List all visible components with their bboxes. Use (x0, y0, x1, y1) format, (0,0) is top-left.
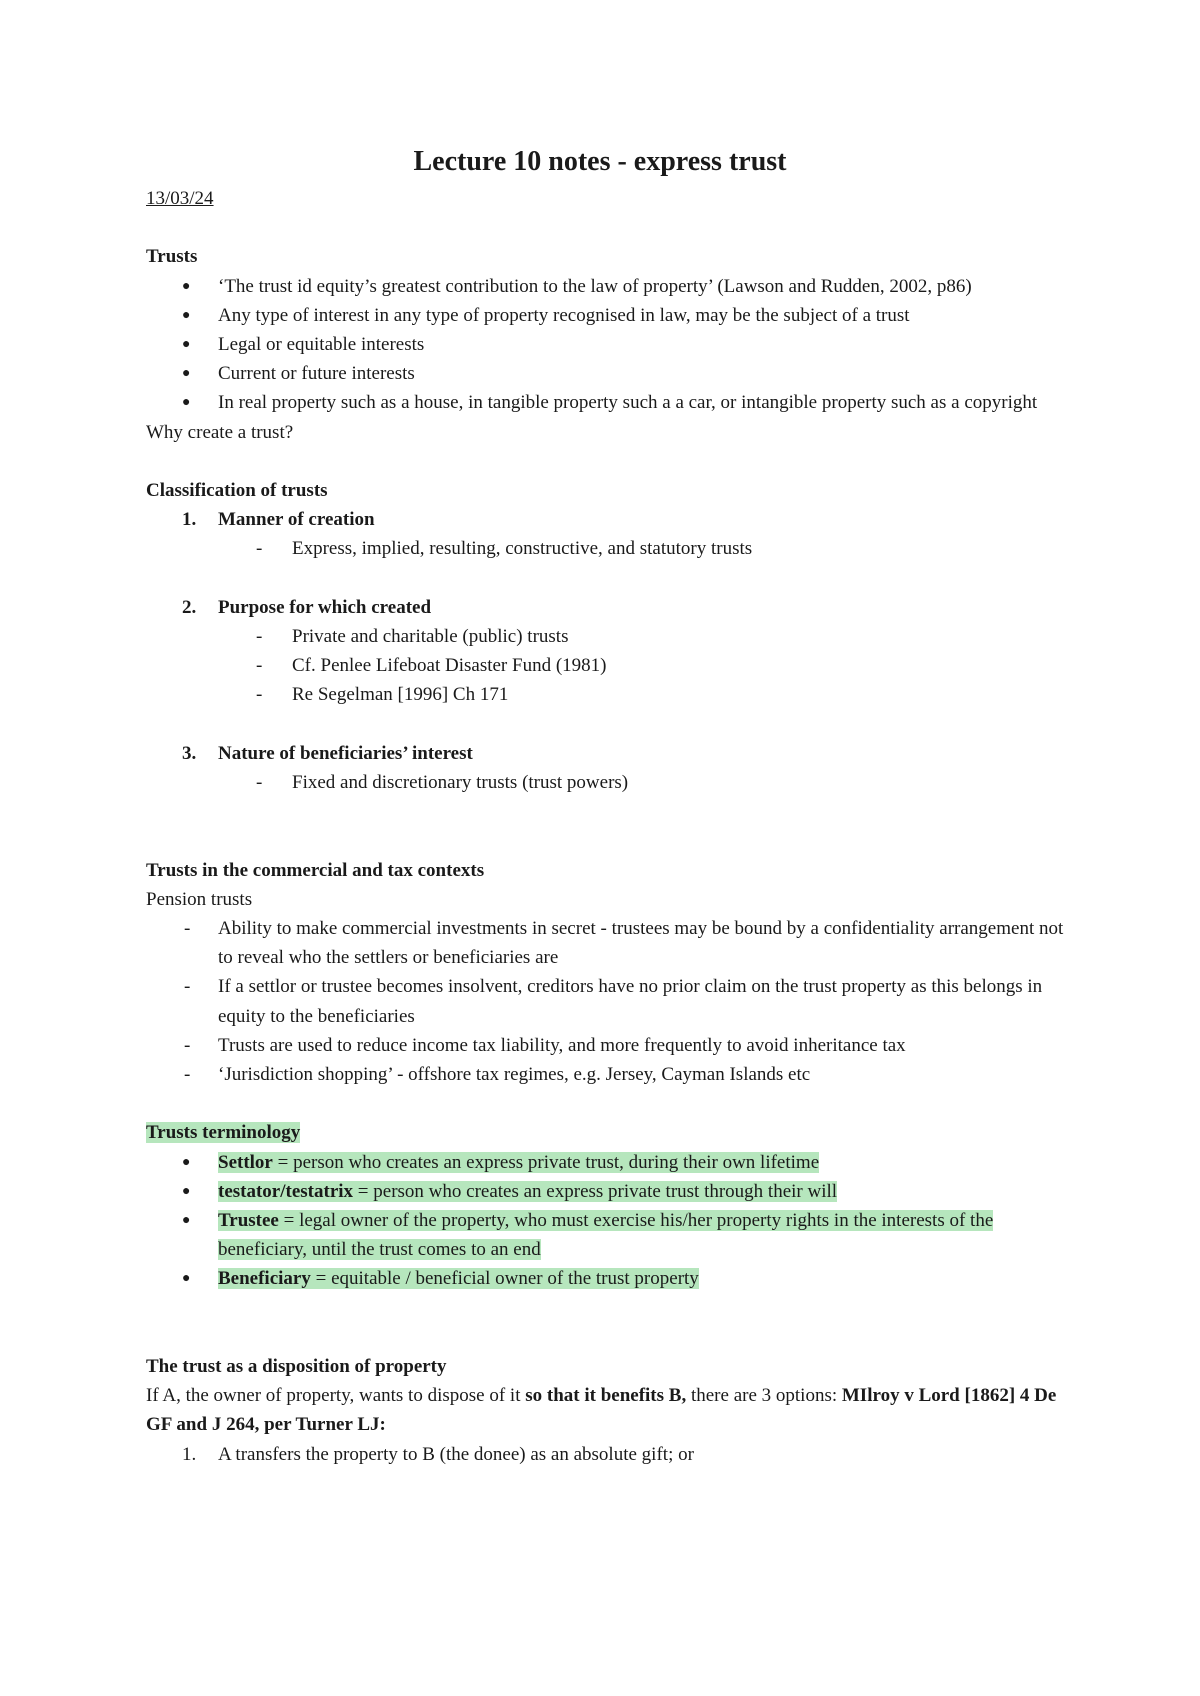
list-item: - ‘Jurisdiction shopping’ - offshore tax regimes, e.g. Jersey, Cayman Islands etc (146, 1060, 1066, 1089)
bullet-icon: ● (182, 307, 191, 323)
dash-icon: - (184, 918, 191, 939)
document-body (146, 184, 1066, 1469)
list-item: - Trusts are used to reduce income tax liability, and more frequently to avoid inheritance tax (146, 1031, 1066, 1060)
section-heading-commercial: Trusts in the commercial and tax contexts (146, 859, 485, 881)
list-item: ● Legal or equitable interests (146, 330, 1066, 359)
list-item: 1. A transfers the property to B (the donee) as an absolute gift; or (182, 1443, 694, 1465)
term-name: Trustee (218, 1210, 279, 1232)
list-item: ● In real property such as a house, in tangible property such a a car, or intangible property such as a copyright (146, 388, 1066, 417)
question-text: Why create a trust? (146, 421, 294, 443)
bullet-icon: ● (182, 395, 191, 411)
dash-icon: - (184, 976, 191, 998)
disposition-intro: If A, the owner of property, wants to dispose of it so that it benefits B, there are 3 options: MIlroy v Lord [1862] 4 De GF and J 264, per Turner LJ: (146, 1385, 1057, 1436)
sub-list-item: - Fixed and discretionary trusts (trust powers) (146, 768, 1066, 797)
bullet-icon: ● (182, 1154, 191, 1170)
document-date: 13/03/24 (146, 188, 214, 209)
term-definition: = person who creates an express private trust, during their own lifetime (272, 1151, 820, 1173)
term-item (146, 1177, 1066, 1206)
list-item: ● Current or future interests (146, 359, 1066, 388)
list-item: ● ‘The trust id equity’s greatest contribution to the law of property’ (Lawson and Rudden, 2002, p86) (146, 272, 1066, 301)
bullet-icon: ● (182, 278, 191, 294)
term-name: Settlor (218, 1151, 273, 1173)
sub-list-item: - Express, implied, resulting, constructive, and statutory trusts (146, 534, 1066, 563)
case-citation: MIlroy v Lord [1862] 4 De GF and J 264, per Turner LJ: (146, 1385, 1057, 1436)
term-item (146, 1206, 1066, 1264)
document-title: Lecture 10 notes - express trust (413, 146, 787, 177)
term-definition: = equitable / beneficial owner of the trust property (310, 1268, 699, 1290)
bullet-icon: ● (182, 366, 191, 382)
dash-icon: - (256, 626, 263, 647)
numbered-heading: 3. Nature of beneficiaries’ interest (182, 742, 473, 764)
dash-icon: - (256, 684, 263, 706)
list-item: ● Any type of interest in any type of property recognised in law, may be the subject of a trust (146, 301, 1066, 330)
dash-icon: - (184, 1064, 191, 1086)
bullet-icon: ● (182, 337, 191, 352)
bullet-icon: ● (182, 1213, 191, 1229)
bullet-icon: ● (182, 1271, 191, 1287)
term-item (146, 1264, 1066, 1293)
subheading-pension: Pension trusts (146, 888, 253, 910)
section-heading-terminology: Trusts terminology (146, 1122, 301, 1144)
sub-list-item: - Cf. Penlee Lifeboat Disaster Fund (1981) (146, 651, 1066, 680)
term-definition: = legal owner of the property, who must exercise his/her property rights in the interests of the beneficiary, until the trust comes to an end (218, 1210, 994, 1261)
numbered-heading: 2. Purpose for which created (182, 596, 432, 618)
list-item: - Ability to make commercial investments in secret - trustees may be bound by a confidentiality arrangement not to reveal who the settlers or beneficiaries are (146, 914, 1066, 972)
dash-icon: - (256, 655, 263, 677)
term-name: Beneficiary (218, 1268, 311, 1290)
dash-icon: - (184, 1034, 191, 1056)
dash-icon: - (256, 538, 263, 560)
list-item: - If a settlor or trustee becomes insolvent, creditors have no prior claim on the trust property as this belongs in equity to the beneficiaries (146, 972, 1066, 1030)
term-item (146, 1148, 1066, 1177)
section-heading-trusts: Trusts (146, 246, 198, 268)
term-definition: = person who creates an express private trust through their will (353, 1180, 838, 1202)
term-name: testator/testatrix (218, 1180, 354, 1202)
sub-list-item: - Re Segelman [1996] Ch 171 (146, 680, 1066, 709)
numbered-heading: 1. Manner of creation (182, 509, 375, 531)
sub-list-item: - Private and charitable (public) trusts (146, 622, 1066, 651)
dash-icon: - (256, 772, 263, 793)
bullet-icon: ● (182, 1183, 191, 1199)
section-heading-disposition: The trust as a disposition of property (146, 1356, 447, 1378)
section-heading-classification: Classification of trusts (146, 480, 328, 501)
